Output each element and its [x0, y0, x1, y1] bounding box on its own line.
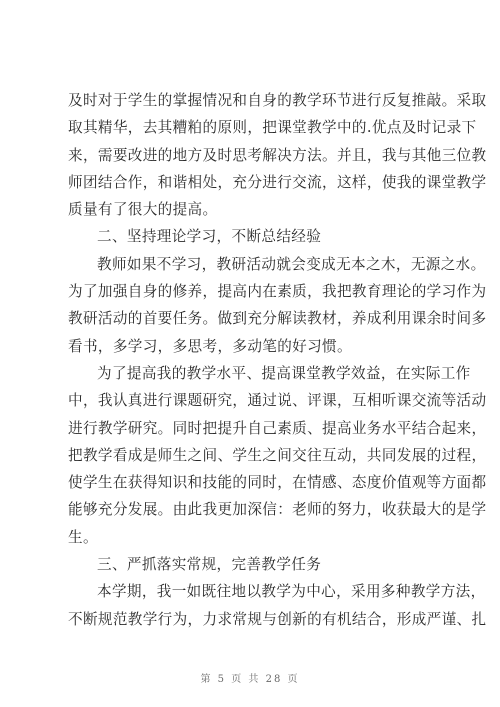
text-line: 使学生在获得知识和技能的同时，在情感、态度价值观等方面都 — [68, 474, 487, 492]
paragraph-continuation — [68, 87, 487, 223]
heading-text: 三、严抓落实常规，完善教学任务 — [97, 556, 322, 574]
text-line: 来，需要改进的地方及时思考解决方法。并且，我与其他三位教 — [68, 146, 487, 164]
paragraph-routine-work — [68, 578, 487, 633]
section-heading-2 — [68, 223, 440, 250]
text-line: 教研活动的首要任务。做到充分解读教材，养成利用课余时间多 — [68, 310, 487, 328]
text-line: 把教学看成是师生之间、学生之间交往互动，共同发展的过程， — [68, 446, 487, 464]
text-line: 看书，多学习，多思考，多动笔的好习惯。 — [68, 337, 352, 355]
text-line: 生。 — [68, 528, 98, 546]
text-line: 质量有了很大的提高。 — [68, 201, 218, 219]
text-line: 中，我认真进行课题研究，通过说、评课，互相听课交流等活动 — [68, 392, 487, 410]
text-line: 本学期，我一如既往地以教学为中心，采用多种教学方法， — [97, 583, 486, 601]
text-line: 师团结合作，和谐相处，充分进行交流，这样，使我的课堂教学 — [68, 173, 487, 191]
document-body — [68, 87, 487, 633]
text-line: 及时对于学生的掌握情况和自身的教学环节进行反复推敲。采取 — [68, 92, 487, 109]
paragraph-theory-study — [68, 251, 487, 360]
text-line: 取其精华，去其糟粕的原则，把课堂教学中的.优点及时记录下 — [68, 119, 477, 137]
page-number-footer: 第 5 页 共 28 页 — [200, 674, 300, 685]
paragraph-teaching-research — [68, 360, 487, 551]
text-line: 进行教学研究。同时把提升自己素质、提高业务水平结合起来， — [68, 419, 487, 437]
text-line: 为了提高我的教学水平、提高课堂教学效益，在实际工作 — [97, 364, 471, 382]
text-line: 能够充分发展。由此我更加深信：老师的努力，收获最大的是学 — [68, 501, 487, 519]
text-line: 教师如果不学习，教研活动就会变成无本之木，无源之水。 — [97, 255, 486, 273]
heading-text: 二、坚持理论学习，不断总结经验 — [97, 228, 322, 246]
text-line: 为了加强自身的修养，提高内在素质，我把教育理论的学习作为 — [68, 283, 487, 301]
text-line: 不断规范教学行为，力求常规与创新的有机结合，形成严谨、扎 — [68, 610, 487, 628]
section-heading-3 — [68, 551, 440, 578]
